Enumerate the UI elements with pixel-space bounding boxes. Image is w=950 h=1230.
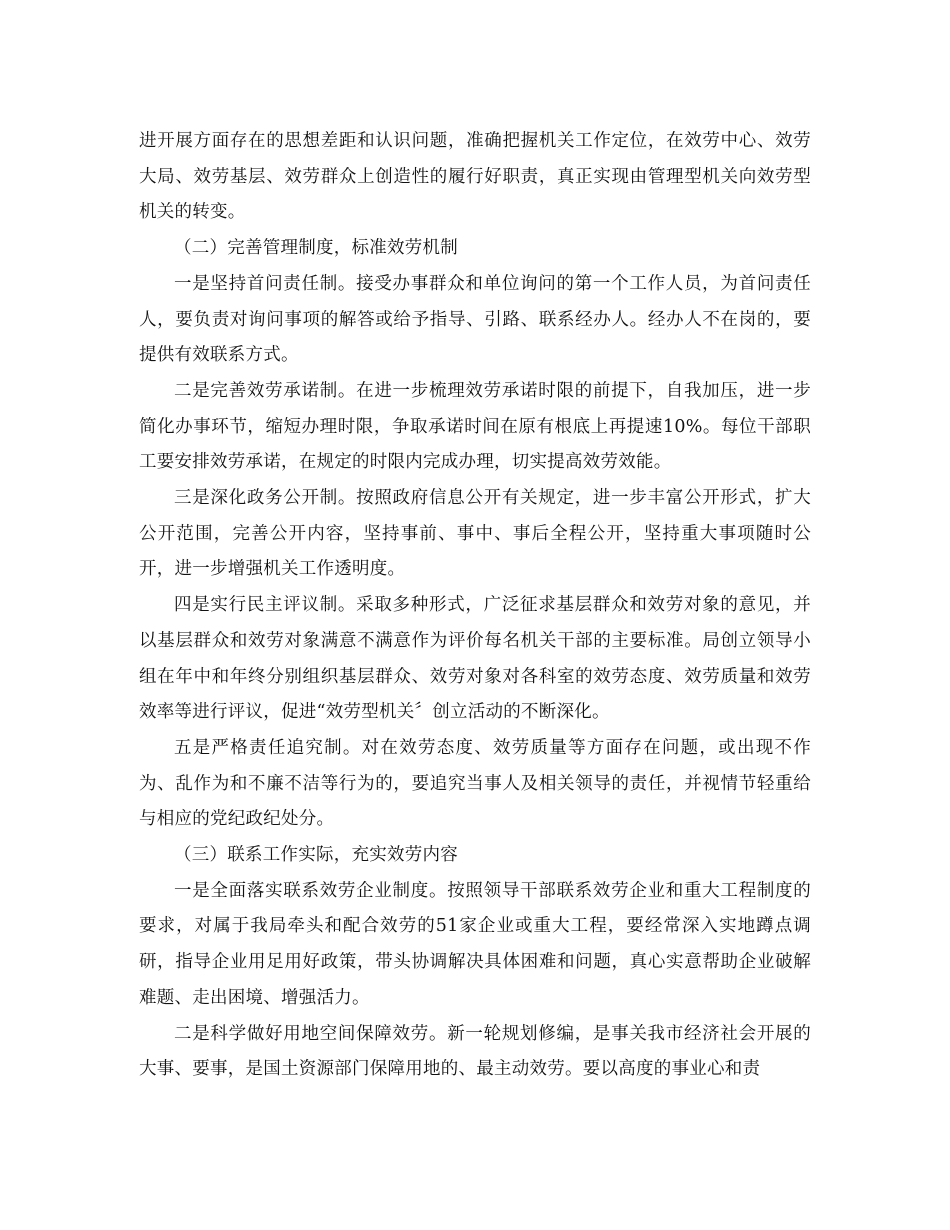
section-heading-3: （三）联系工作实际，充实效劳内容 [174, 845, 458, 866]
paragraph-continuation: 进开展方面存在的思想差距和认识问题，准确把握机关工作定位，在效劳中心、效劳大局、效劳基层、效劳群众上创造性的履行好职责，真正实现由管理型机关向效劳型机关的转变。 [139, 131, 811, 223]
paragraph-accountability: 五是严格责任追究制。对在效劳态度、效劳质量等方面存在问题，或出现不作为、乱作为和不廉不洁等行为的，要追究当事人及相关领导的责任，并视情节轻重给与相应的党纪政纪处分。 [139, 737, 811, 830]
paragraph-land-planning: 二是科学做好用地空间保障效劳。新一轮规划修编，是事关我市经济社会开展的大事、要事，是国土资源部门保障用地的、最主动效劳。要以高度的事业心和责 [139, 1023, 811, 1080]
paragraph-first-inquiry: 一是坚持首问责任制。接受办事群众和单位询问的第一个工作人员，为首问责任人，要负责对询问事项的解答或给予指导、引路、联系经办人。经办人不在岗的，要提供有效联系方式。 [139, 273, 811, 366]
paragraph-enterprise-service: 一是全面落实联系效劳企业制度。按照领导干部联系效劳企业和重大工程制度的要求，对属于我局牵头和配合效劳的51家企业或重大工程，要经常深入实地蹲点调研，指导企业用足用好政策，带头协调解决具体困难和问题，真心实意帮助企业破解难题、走出困境、增强活力。 [139, 880, 811, 1008]
paragraph-democratic-review: 四是实行民主评议制。采取多种形式，广泛征求基层群众和效劳对象的意见，并以基层群众和效劳对象满意不满意作为评价每名机关干部的主要标准。局创立领导小组在年中和年终分别组织基层群众、效劳对象对各科室的效劳态度、效劳质量和效劳效率等进行评议，促进“效劳型机关〞创立活动的不断深化。 [139, 595, 811, 723]
section-heading-2: （二）完善管理制度，标准效劳机制 [174, 238, 458, 259]
document-body [139, 124, 811, 1088]
paragraph-open-government: 三是深化政务公开制。按照政府信息公开有关规定，进一步丰富公开形式，扩大公开范围，完善公开内容，坚持事前、事中、事后全程公开，坚持重大事项随时公开，进一步增强机关工作透明度。 [139, 488, 811, 580]
paragraph-service-commitment: 二是完善效劳承诺制。在进一步梳理效劳承诺时限的前提下，自我加压，进一步简化办事环节，缩短办理时限，争取承诺时间在原有根底上再提速10%。每位干部职工要安排效劳承诺，在规定的时限内完成办理，切实提高效劳效能。 [139, 380, 811, 473]
